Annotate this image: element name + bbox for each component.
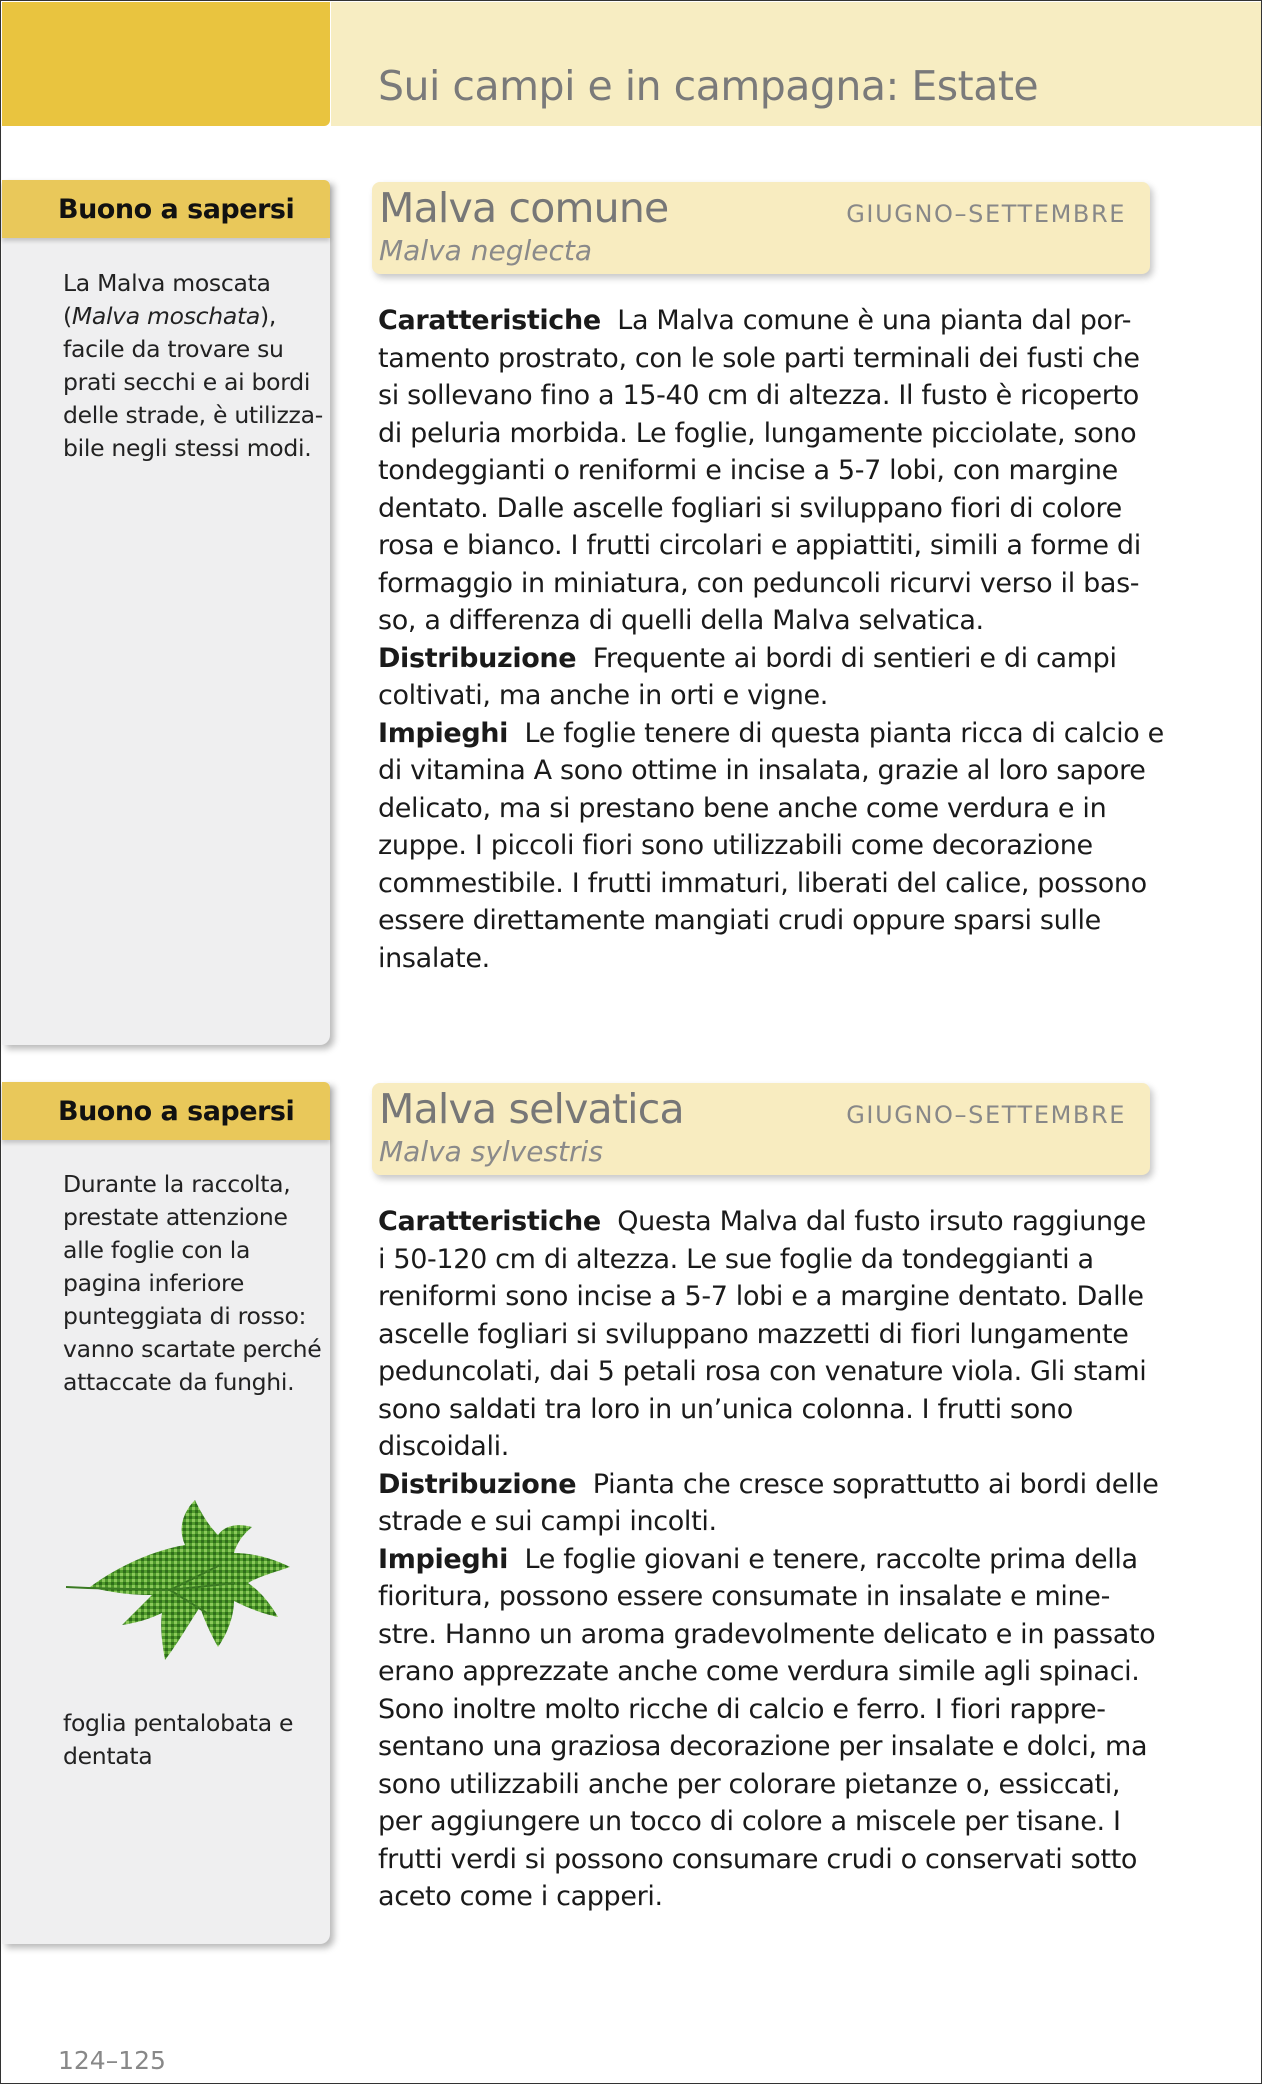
body-line: Caratteristiche Questa Malva dal fusto irsuto raggiunge [378, 1206, 1146, 1237]
body-line: tamento prostrato, con le sole parti terminali dei fusti che [378, 342, 1140, 374]
tip-line: delle strade, è utilizza- [63, 401, 323, 429]
body-line: reniformi sono incise a 5-7 lobi e a margine dentato. Dalle [378, 1281, 1144, 1312]
species-name-1: Malva comune [379, 184, 669, 232]
sidebar-tip-header-2 [2, 1082, 330, 1140]
body-line: Impieghi Le foglie giovani e tenere, raccolte prima della [378, 1543, 1138, 1575]
tip-line: Durante la raccolta, [63, 1170, 291, 1198]
species-header-1 [372, 182, 1150, 274]
sidebar-tip-text-2 [63, 1168, 328, 1399]
tip-line: pagina inferiore [63, 1269, 245, 1297]
page-title: Sui campi e in campagna: Estate [378, 62, 1039, 110]
page-number: 124–125 [58, 2046, 166, 2075]
body-line: peduncolati, dai 5 petali rosa con venature viola. Gli stami [378, 1356, 1147, 1387]
body-line: commestibile. I frutti immaturi, liberati del calice, possono [378, 867, 1147, 899]
body-line: strade e sui campi incolti. [378, 1506, 717, 1537]
body-line: insalate. [378, 942, 490, 974]
body-line: dentato. Dalle ascelle fogliari si sviluppano fiori di colore [378, 492, 1122, 524]
body-line: erano apprezzate anche come verdura simile agli spinaci. [378, 1656, 1140, 1687]
tip-line: prestate attenzione [63, 1203, 288, 1231]
body-line: sono saldati tra loro in un’unica colonna. I frutti sono [378, 1393, 1073, 1425]
section-label: Distribuzione [378, 1468, 577, 1500]
sidebar-tip-text-1 [63, 267, 328, 465]
body-line: sono utilizzabili anche per colorare pietanze o, essiccati, [378, 1768, 1121, 1800]
body-line: Caratteristiche La Malva comune è una pianta dal por- [378, 305, 1132, 336]
body-line: Distribuzione Frequente ai bordi di sentieri e di campi [378, 642, 1117, 674]
body-line: di peluria morbida. Le foglie, lungamente picciolate, sono [378, 417, 1137, 449]
tip-line: La Malva moscata [63, 269, 271, 297]
body-line: frutti verdi si possono consumare crudi o conservati sotto [378, 1843, 1138, 1875]
body-line: tondeggianti o reniformi e incise a 5-7 lobi, con margine [378, 455, 1118, 486]
tip-line: (Malva moschata), [63, 302, 277, 330]
species-description-1 [378, 302, 1164, 977]
tip-line: dentata [63, 1742, 153, 1770]
body-line: aceto come i capperi. [378, 1881, 663, 1912]
tip-line: alle foglie con la [63, 1236, 251, 1264]
body-line: fioritura, possono essere consumate in insalate e mine- [378, 1581, 1110, 1612]
body-line: so, a differenza di quelli della Malva selvatica. [378, 605, 984, 636]
body-line: Sono inoltre molto ricche di calcio e ferro. I fiori rappre- [378, 1693, 1106, 1725]
section-label: Caratteristiche [378, 305, 601, 336]
tip-line: foglia pentalobata e [63, 1709, 294, 1737]
species-header-2 [372, 1083, 1150, 1175]
body-line: sentano una graziosa decorazione per insalate e dolci, ma [378, 1731, 1148, 1762]
body-line: per aggiungere un tocco di colore a miscele per tisane. I [378, 1806, 1121, 1837]
body-line: coltivati, ma anche in orti e vigne. [378, 680, 828, 711]
section-label: Distribuzione [378, 642, 577, 674]
tip-line: facile da trovare su [63, 335, 284, 363]
body-line: stre. Hanno un aroma gradevolmente delicato e in passato [378, 1618, 1156, 1650]
section-label: Impieghi [378, 717, 509, 749]
species-latin-name-1: Malva neglecta [379, 234, 593, 267]
body-line: i 50-120 cm di altezza. Le sue foglie da tondeggianti a [378, 1243, 1094, 1275]
body-line: formaggio in miniatura, con peduncoli ricurvi verso il bas- [378, 567, 1140, 599]
body-line: ascelle fogliari si sviluppano mazzetti di fiori lungamente [378, 1318, 1129, 1350]
leaf-illustration [60, 1495, 310, 1695]
species-description-2 [378, 1203, 1158, 1916]
sidebar-tip-heading-2: Buono a sapersi [58, 1096, 295, 1127]
species-period-2: GIUGNO–SETTEMBRE [846, 1101, 1126, 1129]
section-label: Impieghi [378, 1543, 509, 1575]
body-line: si sollevano fino a 15-40 cm di altezza. Il fusto è ricoperto [378, 380, 1139, 411]
body-line: zuppe. I piccoli fiori sono utilizzabili come decorazione [378, 830, 1093, 861]
body-line: discoidali. [378, 1431, 509, 1462]
species-period-1: GIUGNO–SETTEMBRE [846, 200, 1126, 228]
species-latin-name-2: Malva sylvestris [379, 1135, 603, 1168]
tip-line: punteggiata di rosso: [63, 1302, 307, 1330]
tip-line: vanno scartate perché [63, 1335, 322, 1363]
body-line: Impieghi Le foglie tenere di questa pianta ricca di calcio e [378, 717, 1164, 749]
body-line: di vitamina A sono ottime in insalata, grazie al loro sapore [378, 755, 1146, 786]
tip-line: prati secchi e ai bordi [63, 368, 311, 396]
body-line: rosa e bianco. I frutti circolari e appiattiti, simili a forme di [378, 530, 1141, 561]
body-line: essere direttamente mangiati crudi oppure sparsi sulle [378, 905, 1101, 936]
sidebar-tip-header-1 [2, 180, 330, 238]
tip-line: attaccate da funghi. [63, 1368, 295, 1396]
body-line: delicato, ma si prestano bene anche come verdura e in [378, 792, 1107, 824]
species-name-2: Malva selvatica [379, 1085, 684, 1133]
leaf-caption [63, 1707, 328, 1773]
header-accent-block [2, 2, 330, 126]
tip-line: bile negli stessi modi. [63, 434, 312, 462]
section-label: Caratteristiche [378, 1206, 601, 1237]
body-line: Distribuzione Pianta che cresce soprattutto ai bordi delle [378, 1468, 1159, 1500]
sidebar-tip-heading-1: Buono a sapersi [58, 194, 295, 225]
